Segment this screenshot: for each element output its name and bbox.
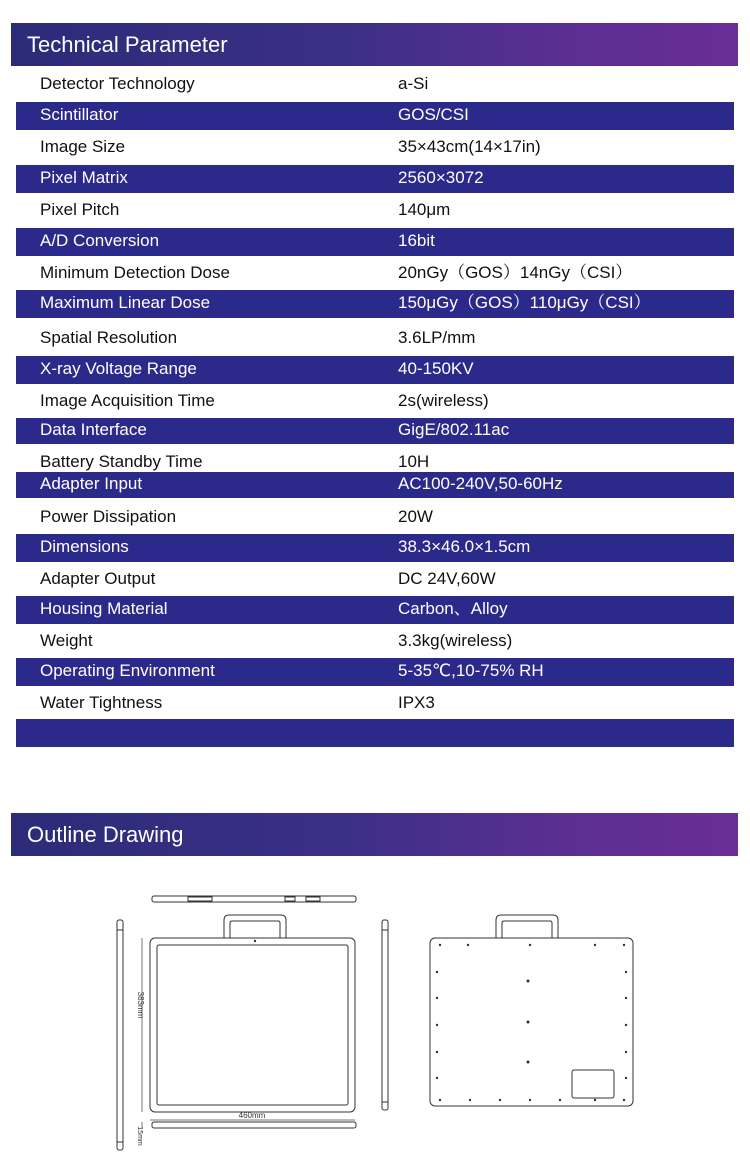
- spec-label: Adapter Output: [40, 569, 156, 588]
- spec-row: [16, 70, 734, 102]
- spec-value: a-Si: [398, 74, 429, 93]
- spec-value: 10H: [398, 452, 430, 471]
- right-side-view: [382, 920, 388, 1110]
- outline-drawing: [0, 880, 750, 1157]
- spec-table-footer-band: [16, 719, 734, 747]
- spec-value: DC 24V,60W: [398, 569, 496, 588]
- height-dimension-label: 383mm: [136, 991, 145, 1019]
- spec-label: Maximum Linear Dose: [40, 293, 211, 312]
- spec-label: Image Size: [40, 137, 126, 156]
- spec-row: [16, 418, 734, 444]
- spec-label: Pixel Pitch: [40, 200, 120, 219]
- spec-value: GOS/CSI: [398, 105, 469, 124]
- spec-value: 38.3×46.0×1.5cm: [398, 537, 531, 556]
- spec-value: 35×43cm(14×17in): [398, 137, 541, 156]
- back-view: [430, 915, 633, 1106]
- spec-value: 2s(wireless): [398, 391, 489, 410]
- spec-value: 150μGy（GOS）110μGy（CSI）: [398, 293, 651, 312]
- spec-value: 3.6LP/mm: [398, 328, 476, 347]
- depth-dimension-label: 15mm: [136, 1126, 143, 1146]
- spec-label: Water Tightness: [40, 693, 163, 712]
- front-view: [142, 915, 356, 1128]
- spec-label: Data Interface: [40, 420, 147, 439]
- spec-label: Spatial Resolution: [40, 328, 178, 347]
- spec-value: 2560×3072: [398, 168, 484, 187]
- spec-label: A/D Conversion: [40, 231, 160, 250]
- spec-label: Image Acquisition Time: [40, 391, 215, 410]
- spec-label: Dimensions: [40, 537, 129, 556]
- spec-value: AC100-240V,50-60Hz: [398, 474, 563, 493]
- outline-drawing-svg: [0, 880, 750, 1157]
- spec-value: 3.3kg(wireless): [398, 631, 513, 650]
- technical-parameter-header: Technical Parameter: [11, 23, 738, 66]
- spec-value: IPX3: [398, 693, 435, 712]
- spec-value: 16bit: [398, 231, 435, 250]
- spec-row: [16, 196, 734, 227]
- spec-row: [16, 102, 734, 130]
- spec-value: Carbon、Alloy: [398, 599, 508, 618]
- spec-label: Scintillator: [40, 105, 119, 124]
- spec-row: [16, 627, 734, 658]
- spec-row: [16, 534, 734, 562]
- top-edge-view: [152, 896, 356, 902]
- spec-label: Battery Standby Time: [40, 452, 203, 471]
- spec-label: Weight: [40, 631, 93, 650]
- spec-row: [16, 689, 734, 720]
- spec-label: X-ray Voltage Range: [40, 359, 197, 378]
- spec-label: Minimum Detection Dose: [40, 263, 230, 282]
- spec-row: [16, 658, 734, 686]
- spec-row: [16, 228, 734, 256]
- spec-row: [16, 503, 734, 534]
- spec-label: Adapter Input: [40, 474, 143, 493]
- width-dimension-label: 460mm: [238, 1111, 266, 1120]
- spec-value: 5-35℃,10-75% RH: [398, 661, 544, 680]
- spec-row: [16, 290, 734, 318]
- spec-row: [16, 596, 734, 624]
- spec-label: Detector Technology: [40, 74, 195, 93]
- left-side-view: [117, 920, 123, 1150]
- spec-row: [16, 133, 734, 164]
- spec-row: [16, 450, 734, 472]
- spec-row: [16, 324, 734, 355]
- spec-label: Housing Material: [40, 599, 168, 618]
- spec-row: [16, 565, 734, 596]
- spec-row: [16, 472, 734, 498]
- spec-label: Pixel Matrix: [40, 168, 128, 187]
- spec-label: Operating Environment: [40, 661, 215, 680]
- spec-value: 20W: [398, 507, 433, 526]
- spec-row: [16, 356, 734, 384]
- back-view-screws: [254, 940, 627, 1101]
- spec-row: [16, 165, 734, 193]
- spec-label: Power Dissipation: [40, 507, 177, 526]
- spec-value: 20nGy（GOS）14nGy（CSI）: [398, 263, 633, 282]
- spec-value: GigE/802.11ac: [398, 420, 510, 439]
- spec-row: [16, 387, 734, 418]
- outline-drawing-header: Outline Drawing: [11, 813, 738, 856]
- spec-row: [16, 259, 734, 290]
- spec-value: 140μm: [398, 200, 451, 219]
- spec-value: 40-150KV: [398, 359, 474, 378]
